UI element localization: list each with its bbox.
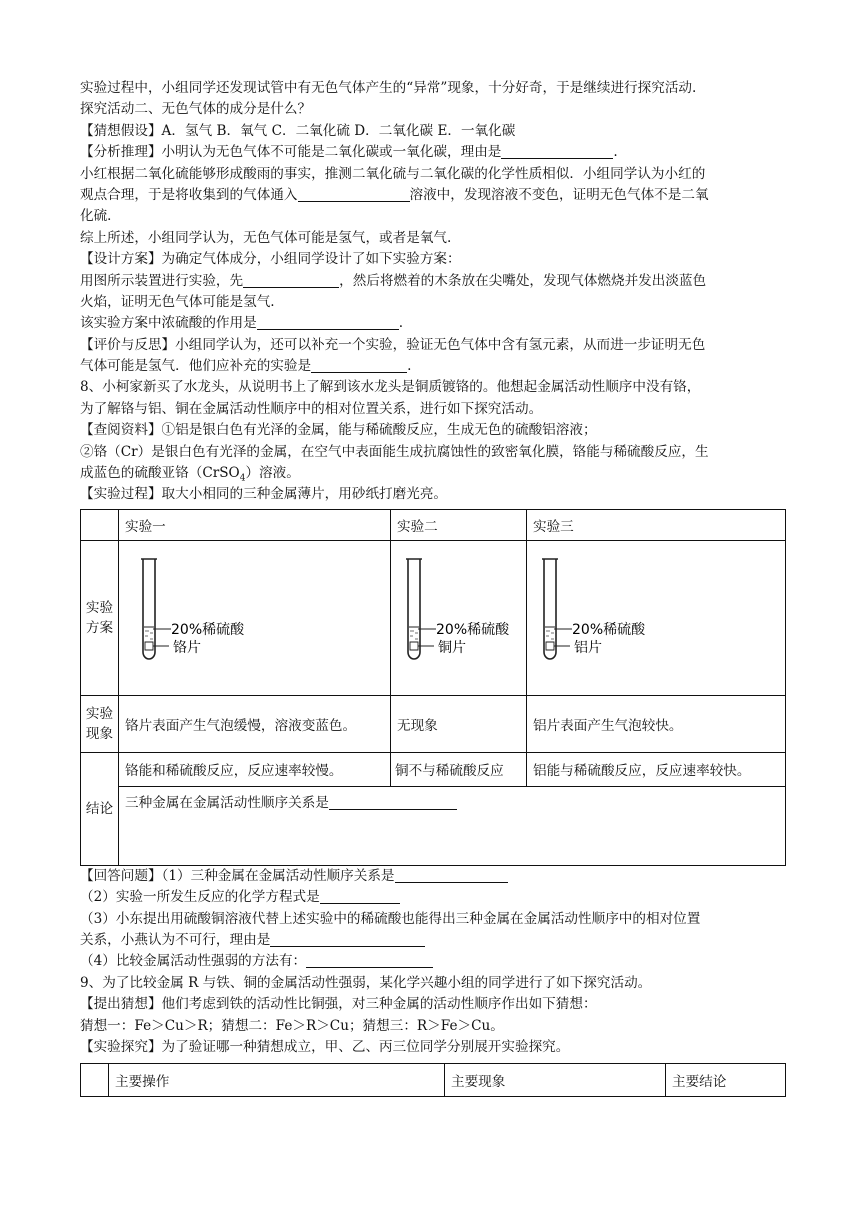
experiment-table (80, 509, 786, 866)
text-segment: 溶液中，发现溶液不变色，证明无色气体不是二氧 (409, 186, 709, 203)
answer-blank[interactable] (320, 887, 400, 904)
text-line (80, 142, 785, 163)
text-line: 【提出猜想】他们考虑到铁的活动性比铜强，对三种金属的活动性顺序作出如下猜想： (80, 996, 597, 1013)
table-row (81, 695, 786, 752)
text-line: 【猜想假设】A．氢气 B．氧气 C．二氧化硫 D．二氧化碳 E．一氧化碳 (80, 122, 516, 139)
answer-blank[interactable] (257, 313, 399, 330)
text-line: 【实验过程】取大小相同的三种金属薄片，用砂纸打磨光亮。 (80, 486, 448, 503)
table-header-cell: 主要结论 (666, 1064, 786, 1097)
table-cell (119, 786, 786, 865)
answer-blank[interactable] (311, 356, 407, 373)
document-page (80, 78, 785, 1097)
table-cell: 铝片表面产生气泡较快。 (527, 695, 786, 752)
experiment-table-2 (80, 1063, 786, 1097)
text-line (80, 951, 785, 972)
text-segment: 成蓝色的硫酸亚铬（CrSO (80, 465, 240, 482)
metal-label: 铝片 (574, 639, 602, 656)
text-line: 【查阅资料】①铝是银白色有光泽的金属，能与稀硫酸反应，生成无色的硫酸铝溶液； (80, 422, 597, 439)
row-label: 结论 (81, 752, 119, 865)
text-segment: . (613, 144, 618, 161)
answer-blank[interactable] (270, 930, 425, 947)
table-header-row (81, 1064, 786, 1097)
metal-label: 铬片 (173, 639, 201, 656)
text-line (80, 271, 785, 292)
text-line: 8、小柯家新买了水龙头，从说明书上了解到该水龙头是铜质镀铬的。他想起金属活动性顺序中没有铬， (80, 379, 701, 396)
text-line: 猜想一：Fe＞Cu＞R；猜想二：Fe＞R＞Cu；猜想三：R＞Fe＞Cu。 (80, 1017, 504, 1034)
text-segment: . (398, 315, 404, 332)
text-segment: ）溶液。 (245, 465, 300, 482)
table-cell: 铝能与稀硫酸反应，反应速率较快。 (527, 752, 786, 786)
text-line: 小红根据二氧化硫能够形成酸雨的事实，推测二氧化硫与二氧化碳的化学性质相似．小组同学认为小红的 (80, 165, 706, 182)
text-segment: 观点合理，于是将收集到的气体通入 (80, 186, 298, 203)
text-segment: （4）比较金属活动性强弱的方法有： (80, 953, 307, 970)
table-cell: 铬片表面产生气泡缓慢，溶液变蓝色。 (119, 695, 391, 752)
table-header-cell: 主要操作 (109, 1064, 445, 1097)
table-row (81, 540, 786, 695)
text-line: 【评价与反思】小组同学认为，还可以补充一个实验，验证无色气体中含有氢元素，从而进一步证明无色 (80, 336, 706, 353)
table-row (81, 786, 786, 865)
answer-blank[interactable] (298, 185, 410, 202)
answer-blank[interactable] (306, 951, 433, 968)
text-segment: 【分析推理】小明认为无色气体不可能是二氧化碳或一氧化碳，理由是 (80, 144, 502, 161)
table-row (81, 752, 786, 786)
answer-blank[interactable] (501, 142, 613, 159)
text-segment: . (407, 358, 412, 375)
text-line: 实验过程中，小组同学还发现试管中有无色气体产生的“异常”现象，十分好奇，于是继续进行探究活动. (80, 80, 697, 96)
table-cell (81, 509, 119, 540)
text-line (80, 866, 785, 887)
table-header-row (81, 509, 786, 540)
row-label: 实验现象 (81, 695, 119, 752)
test-tube-diagram-1 (119, 540, 391, 695)
acid-label: 20%稀硫酸 (436, 621, 510, 638)
text-segment: 该实验方案中浓硫酸的作用是 (80, 315, 257, 332)
answer-blank[interactable] (329, 793, 457, 810)
test-tube-icon (527, 541, 786, 668)
text-segment: ，然后将燃着的木条放在尖嘴处，发现气体燃烧并发出淡蓝色 (339, 272, 707, 289)
text-segment: 用图所示装置进行实验，先 (80, 272, 244, 289)
table-cell: 铬能和稀硫酸反应，反应速率较慢。 (119, 752, 391, 786)
test-tube-diagram-2 (391, 540, 527, 695)
text-line: 探究活动二、无色气体的成分是什么？ (80, 101, 312, 118)
text-segment: 关系，小燕认为不可行，理由是 (80, 931, 271, 948)
text-line (80, 930, 785, 951)
text-segment: （2）实验一所发生反应的化学方程式是 (80, 889, 320, 906)
answer-blank[interactable] (243, 271, 339, 288)
acid-label: 20%稀硫酸 (171, 621, 245, 638)
text-line: 【设计方案】为确定气体成分，小组同学设计了如下实验方案： (80, 251, 461, 268)
test-tube-icon (391, 541, 527, 668)
table-cell: 铜不与稀硫酸反应 (391, 752, 527, 786)
row-label: 实验方案 (81, 540, 119, 695)
text-segment: 气体可能是氢气．他们应补充的实验是 (80, 358, 312, 375)
table-header-cell: 主要现象 (445, 1064, 666, 1097)
answer-blank[interactable] (395, 866, 508, 883)
text-line (80, 463, 785, 484)
table-header-cell: 实验二 (391, 509, 527, 540)
text-segment: 三种金属在金属活动性顺序关系是 (125, 794, 329, 811)
subscript: 4 (239, 473, 246, 484)
text-line (80, 356, 785, 377)
table-header-cell: 实验一 (119, 509, 391, 540)
acid-label: 20%稀硫酸 (572, 621, 646, 638)
text-line: 【实验探究】为了验证哪一种猜想成立，甲、乙、丙三位同学分别展开实验探究。 (80, 1038, 570, 1055)
metal-label: 铜片 (438, 639, 466, 656)
text-line (80, 313, 785, 334)
table-cell (81, 1064, 109, 1097)
text-line: ②铬（Cr）是银白色有光泽的金属，在空气中表面能生成抗腐蚀性的致密氧化膜，铬能与稀硫酸反应，生 (80, 443, 709, 460)
test-tube-diagram-3 (527, 540, 786, 695)
text-line: 火焰，证明无色气体可能是氢气. (80, 293, 275, 310)
text-line (80, 185, 785, 206)
text-line: 化硫． (80, 208, 121, 225)
text-line: 9、为了比较金属 R 与铁、铜的金属活动性强弱，某化学兴趣小组的同学进行了如下探究活动。 (80, 974, 652, 991)
text-line (80, 887, 785, 908)
table-cell: 无现象 (391, 695, 527, 752)
text-line: 综上所述，小组同学认为，无色气体可能是氢气，或者是氧气. (80, 229, 452, 246)
test-tube-icon (119, 541, 391, 668)
text-line: （3）小东提出用硫酸铜溶液代替上述实验中的稀硫酸也能得出三种金属在金属活动性顺序中的相对位置 (80, 910, 701, 927)
text-line: 为了解铬与铝、铜在金属活动性顺序中的相对位置关系，进行如下探究活动。 (80, 400, 543, 417)
table-header-cell: 实验三 (527, 509, 786, 540)
text-segment: 【回答问题】（1）三种金属在金属活动性顺序关系是 (80, 867, 395, 884)
